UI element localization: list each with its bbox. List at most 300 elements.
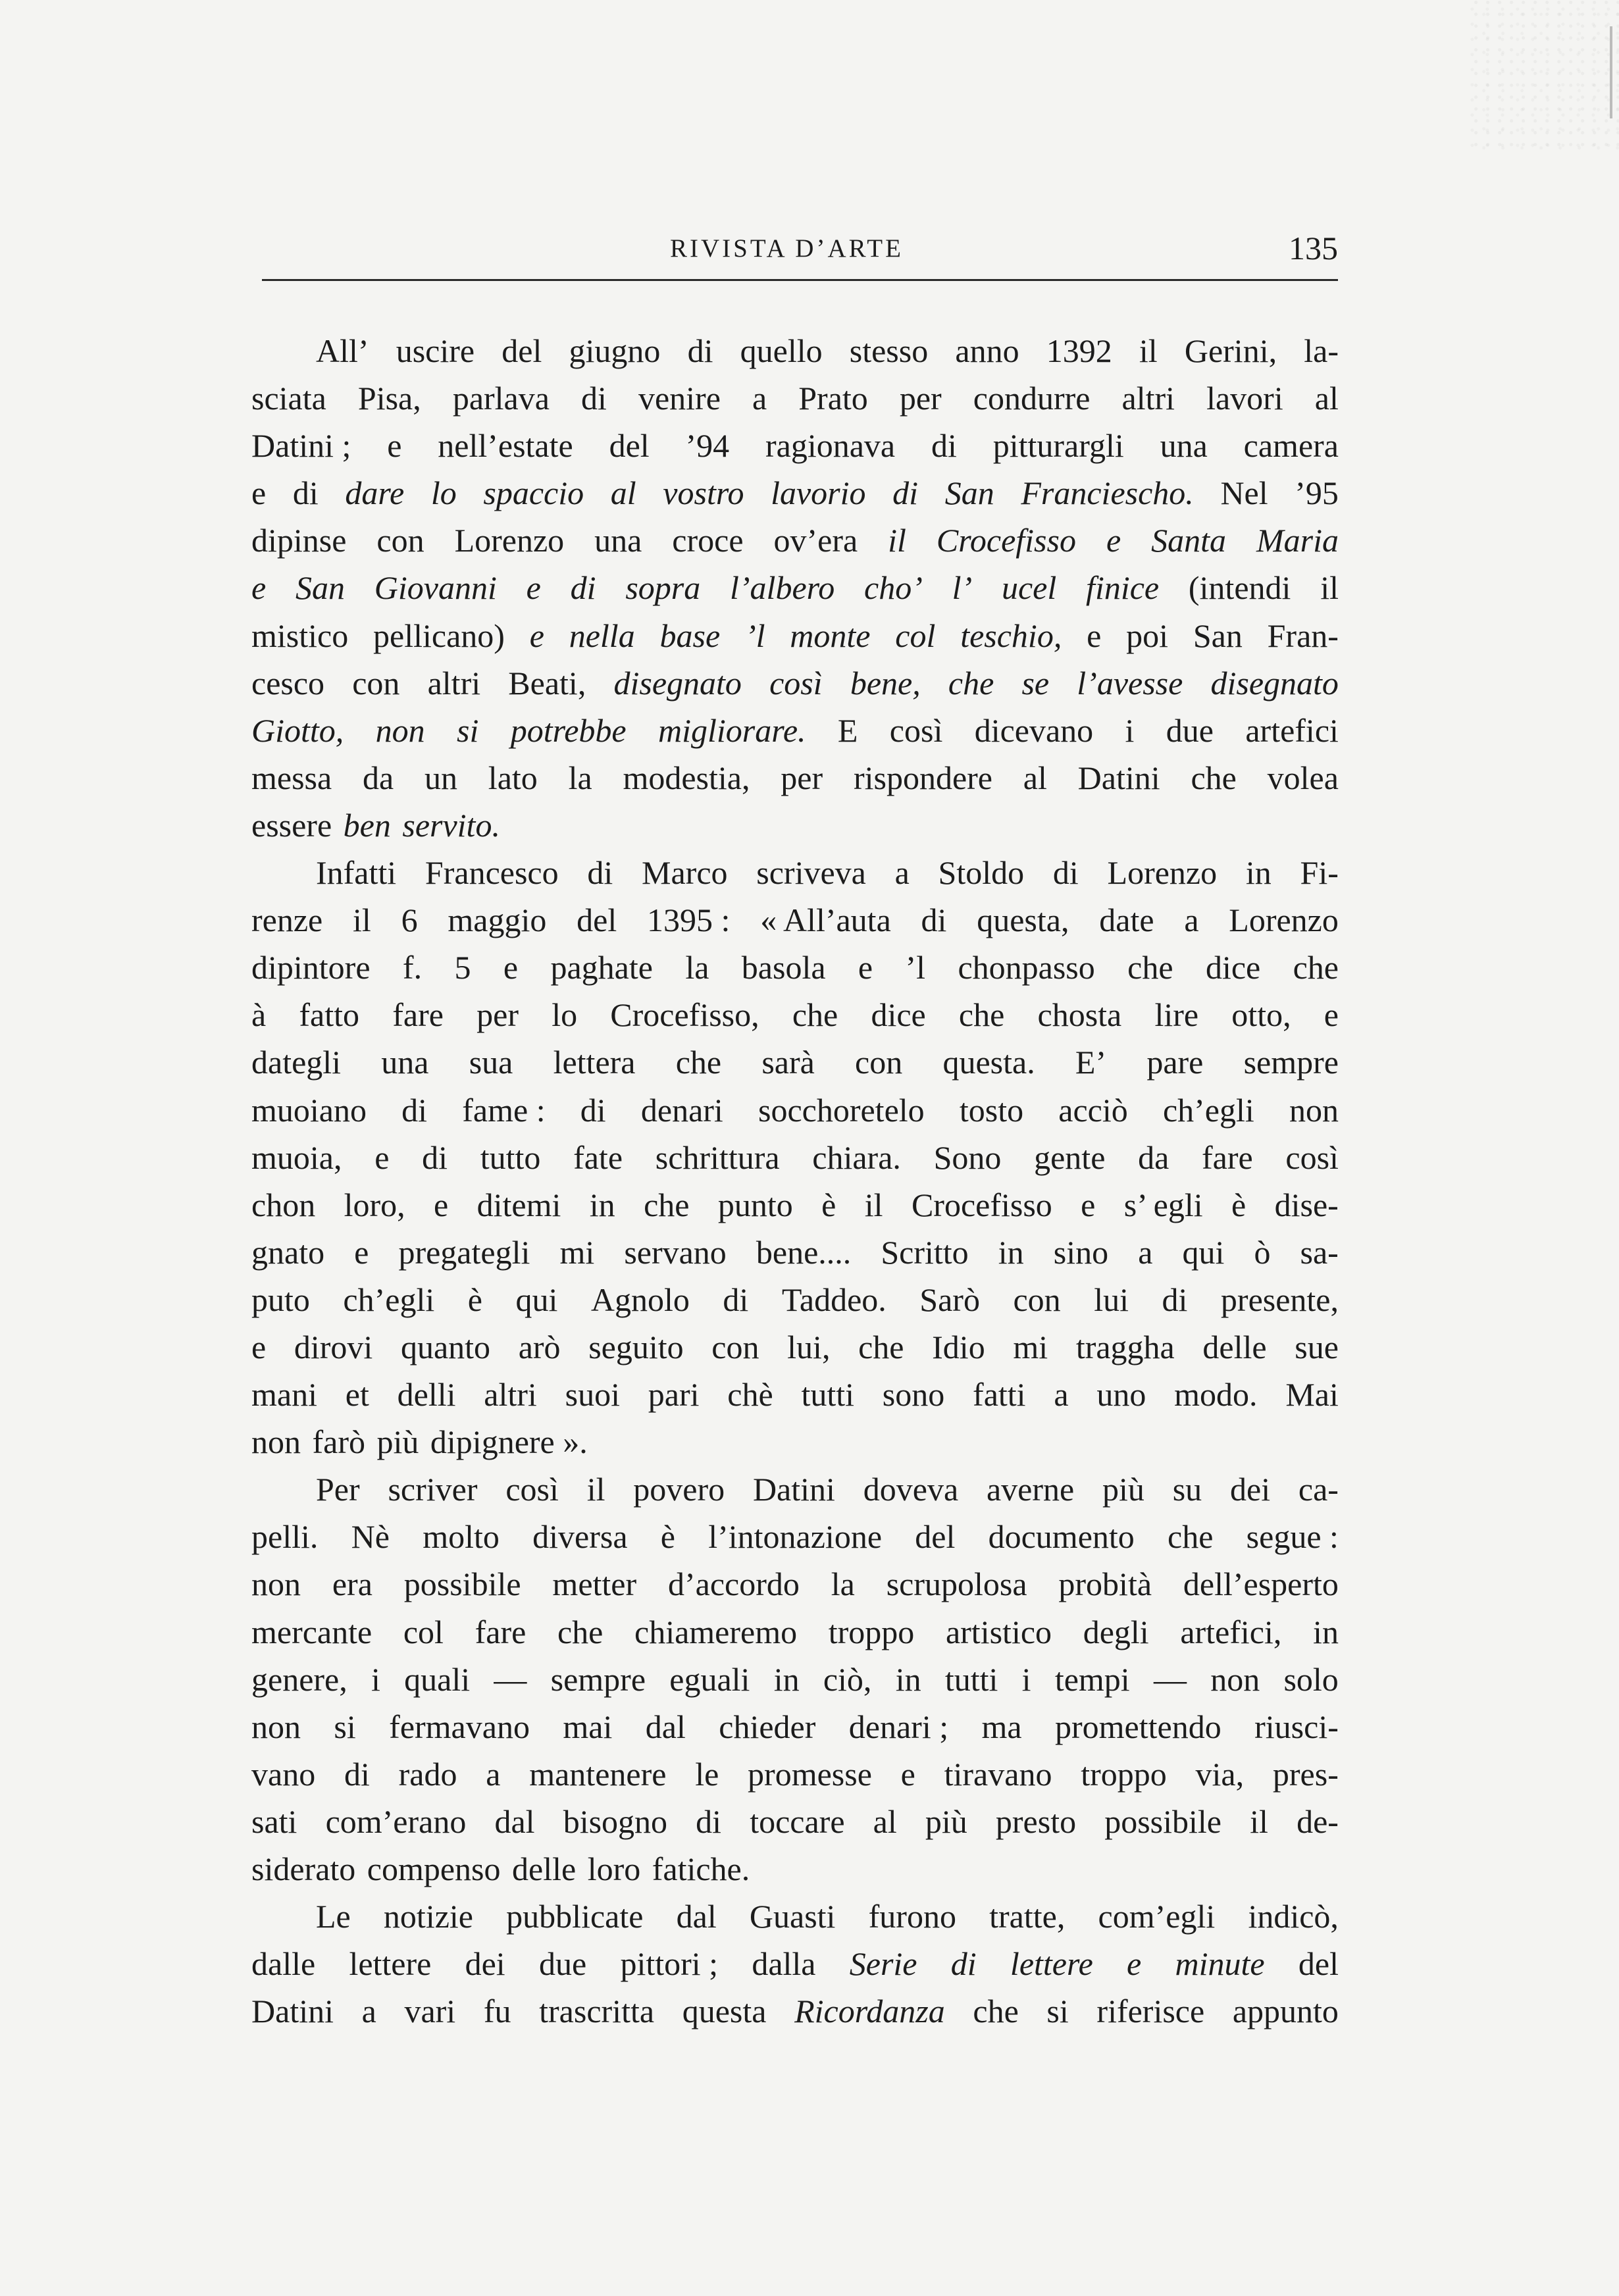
word: tutti — [944, 1660, 998, 1698]
word: Beati, — [508, 664, 586, 702]
word: venire — [638, 380, 721, 417]
word: Crocefisso — [936, 522, 1076, 559]
word: appunto — [1232, 1993, 1339, 2030]
word: base — [659, 617, 721, 654]
word: anno — [955, 332, 1019, 369]
word: metter — [552, 1566, 637, 1603]
word: sua — [469, 1044, 513, 1081]
word: pregategli — [398, 1233, 530, 1271]
word: Per — [316, 1471, 360, 1508]
word: e — [1323, 996, 1339, 1034]
word: delle — [1202, 1328, 1267, 1365]
word: riferisce — [1096, 1993, 1205, 2030]
page-header — [262, 229, 1338, 280]
word: à — [251, 996, 267, 1034]
word: muoia, — [251, 1138, 342, 1176]
text-line — [251, 422, 1339, 469]
word: lui, — [787, 1328, 831, 1365]
word: che — [1191, 759, 1237, 796]
word: notizie — [383, 1898, 473, 1935]
word: e — [1127, 1945, 1142, 1983]
text-line — [251, 1323, 1339, 1371]
word: pres- — [1272, 1755, 1339, 1793]
word: probità — [1058, 1566, 1152, 1603]
word: è — [1231, 1186, 1246, 1223]
word: croce — [672, 522, 744, 559]
text-line — [251, 896, 1339, 944]
word: riusci- — [1254, 1708, 1339, 1745]
word: una — [594, 522, 642, 559]
word: trascritta — [539, 1993, 655, 2030]
word: renze — [251, 902, 323, 939]
text-line — [251, 1229, 1339, 1276]
word: se — [1021, 664, 1050, 702]
word: mani — [251, 1376, 317, 1414]
word: di — [344, 1755, 370, 1793]
word: per — [899, 380, 942, 417]
word: paghate — [550, 949, 653, 986]
word: dice — [871, 996, 926, 1034]
word: di — [723, 1281, 749, 1318]
word: bisogno — [563, 1802, 668, 1840]
word: artefici — [1245, 711, 1339, 749]
word: ben — [343, 806, 391, 844]
word: bene, — [850, 664, 921, 702]
word: Sarò — [919, 1281, 980, 1318]
word: così — [1285, 1138, 1339, 1176]
word: più — [1102, 1471, 1144, 1508]
word: gente — [1034, 1138, 1106, 1176]
word: sono — [882, 1376, 945, 1414]
word: Nel — [1220, 474, 1268, 512]
word: Agnolo — [590, 1281, 690, 1318]
word: uscire — [396, 332, 475, 369]
word: et — [345, 1376, 369, 1414]
word: ca- — [1298, 1471, 1339, 1508]
word: disegnato — [1210, 664, 1339, 702]
word: modo. — [1174, 1376, 1258, 1414]
word: col — [403, 1613, 444, 1650]
word: ditemi — [476, 1186, 561, 1223]
word: che — [1293, 949, 1339, 986]
word: in — [773, 1660, 800, 1698]
word: otto, — [1231, 996, 1291, 1034]
word: il — [1250, 1802, 1268, 1840]
word: a — [1138, 1233, 1153, 1271]
word: socchoretelo — [758, 1091, 925, 1129]
word: tratte, — [989, 1898, 1066, 1935]
text-line — [251, 1845, 1339, 1893]
word: così — [889, 711, 943, 749]
word: non — [251, 1566, 301, 1603]
word: delli — [397, 1376, 456, 1414]
word: con — [352, 664, 400, 702]
word: di — [921, 902, 947, 939]
word: così — [769, 664, 823, 702]
word: sue — [1295, 1328, 1339, 1365]
word: Datini — [1077, 759, 1160, 796]
word: e — [1106, 522, 1121, 559]
word: si — [1046, 1993, 1069, 2030]
word: San — [944, 474, 994, 512]
word: artistico — [945, 1613, 1052, 1650]
word: tosto — [959, 1091, 1024, 1129]
word: che — [858, 1328, 904, 1365]
word: Mai — [1285, 1376, 1339, 1414]
word: con — [1013, 1281, 1061, 1318]
text-line — [251, 1513, 1339, 1560]
word: essere — [251, 806, 332, 844]
word: Taddeo. — [781, 1281, 887, 1318]
text-line — [251, 1940, 1339, 1987]
word: via, — [1195, 1755, 1245, 1793]
word: loro, — [344, 1186, 405, 1223]
word: al — [610, 474, 636, 512]
word: messa — [251, 759, 332, 796]
word: — — [1153, 1660, 1187, 1698]
word: del — [501, 332, 542, 369]
word: ò — [1254, 1233, 1271, 1271]
word: dategli — [251, 1044, 342, 1081]
word: Datini — [251, 1993, 334, 2030]
word: pittori ; — [620, 1945, 719, 1983]
word: tutti — [801, 1376, 855, 1414]
word: servito. — [402, 806, 500, 844]
word: Sono — [933, 1138, 1002, 1176]
word: con — [855, 1044, 903, 1081]
word: dal — [676, 1898, 717, 1935]
word: fatti — [973, 1376, 1026, 1414]
word: che — [948, 664, 994, 702]
word: l’ — [952, 569, 973, 607]
text-line — [251, 1656, 1339, 1703]
word: mantenere — [529, 1755, 667, 1793]
word: che — [958, 996, 1005, 1034]
word: Nè — [351, 1518, 390, 1556]
word: non — [375, 711, 425, 749]
word: lo — [552, 996, 578, 1034]
word: possibile — [1104, 1802, 1222, 1840]
word: fare — [392, 996, 444, 1034]
word: di — [687, 332, 713, 369]
word: pubblicate — [506, 1898, 644, 1935]
word: quali — [404, 1660, 471, 1698]
word: a — [486, 1755, 501, 1793]
word: non — [1289, 1091, 1339, 1129]
word: potrebbe — [510, 711, 627, 749]
word: che — [1127, 949, 1173, 986]
word: lettera — [553, 1044, 636, 1081]
word: ch’egli — [343, 1281, 435, 1318]
word: chè — [727, 1376, 773, 1414]
word: chiameremo — [634, 1613, 798, 1650]
text-line — [251, 1418, 1339, 1466]
word: e — [354, 1233, 369, 1271]
word: di — [292, 474, 319, 512]
word: tiravano — [944, 1755, 1052, 1793]
word: — — [494, 1660, 527, 1698]
word: finice — [1086, 569, 1160, 607]
word: vostro — [663, 474, 744, 512]
word: lire — [1154, 996, 1199, 1034]
word: che — [675, 1044, 722, 1081]
word: San — [295, 569, 345, 607]
text-line — [251, 849, 1339, 896]
word: a — [1054, 1376, 1069, 1414]
word: dare — [345, 474, 405, 512]
word: dise- — [1274, 1186, 1339, 1223]
word: quello — [740, 332, 823, 369]
word: com’egli — [1098, 1898, 1216, 1935]
word: ucel — [1001, 569, 1057, 607]
word: stesso — [849, 332, 929, 369]
word: chonpasso — [958, 949, 1095, 986]
text-line — [251, 1466, 1339, 1513]
word: in — [1245, 854, 1272, 892]
word: seguito — [588, 1328, 684, 1365]
word: compenso — [367, 1850, 501, 1887]
word: in — [589, 1186, 615, 1223]
word: e — [374, 1138, 390, 1176]
word: fatiche. — [652, 1850, 750, 1887]
word: Crocefisso — [911, 1186, 1052, 1223]
word: bene.... — [756, 1233, 852, 1271]
word: Lorenzo — [1107, 854, 1218, 892]
word: modestia, — [623, 759, 750, 796]
word: Gerini, — [1184, 332, 1277, 369]
word: al — [1023, 759, 1047, 796]
word: in — [895, 1660, 921, 1698]
word: di — [422, 1138, 448, 1176]
word: la — [568, 759, 592, 796]
word: su — [1172, 1471, 1202, 1508]
word: e — [858, 949, 873, 986]
word: che — [644, 1186, 690, 1223]
word: condurre — [973, 380, 1091, 417]
word: servano — [624, 1233, 727, 1271]
word: Maria — [1256, 522, 1339, 559]
word: lo — [430, 474, 457, 512]
word: « All’auta — [760, 902, 891, 939]
word: non — [1210, 1660, 1260, 1698]
word: in — [1313, 1613, 1339, 1650]
word: al — [1314, 380, 1339, 417]
word: cho’ — [864, 569, 923, 607]
word: sino — [1053, 1233, 1109, 1271]
word: troppo — [1081, 1755, 1167, 1793]
word: (intendi — [1188, 569, 1291, 607]
word: chieder — [719, 1708, 816, 1745]
word: ragionava — [765, 427, 896, 465]
word: s’ egli — [1123, 1186, 1203, 1223]
word: e — [251, 569, 267, 607]
word: e — [529, 617, 544, 654]
word: che — [1168, 1518, 1214, 1556]
word: più — [376, 1423, 419, 1461]
word: pelli. — [251, 1518, 319, 1556]
word: di — [581, 380, 607, 417]
word: fermavano — [389, 1708, 530, 1745]
word: sati — [251, 1802, 297, 1840]
word: e — [1081, 1186, 1096, 1223]
word: lettere — [349, 1945, 432, 1983]
word: camera — [1243, 427, 1339, 465]
word: lato — [488, 759, 538, 796]
word: da — [1138, 1138, 1169, 1176]
word: scrupolosa — [886, 1566, 1027, 1603]
text-line — [251, 802, 1339, 849]
word: questa — [682, 1993, 767, 2030]
word: e — [503, 949, 519, 986]
word: altri — [1121, 380, 1175, 417]
word: promettendo — [1055, 1708, 1221, 1745]
word: di — [401, 1091, 428, 1129]
word: denari — [640, 1091, 723, 1129]
text-line — [251, 374, 1339, 422]
word: basola — [741, 949, 826, 986]
word: schrittura — [655, 1138, 780, 1176]
word: sopra — [625, 569, 701, 607]
text-line — [251, 1134, 1339, 1181]
word: E’ — [1075, 1044, 1107, 1081]
word: con — [711, 1328, 759, 1365]
word: i — [1021, 1660, 1031, 1698]
text-line — [251, 1086, 1339, 1134]
word: eguali — [669, 1660, 750, 1698]
word: doveva — [863, 1471, 959, 1508]
word: e — [434, 1186, 449, 1223]
word: di — [1162, 1281, 1188, 1318]
word: Fran- — [1267, 617, 1339, 654]
word: mi — [559, 1233, 595, 1271]
word: con — [376, 522, 424, 559]
word: minute — [1175, 1945, 1265, 1983]
word: il — [888, 522, 906, 559]
word: dice — [1205, 949, 1261, 986]
word: povero — [633, 1471, 725, 1508]
word: artefici, — [1180, 1613, 1282, 1650]
word: documento — [988, 1518, 1135, 1556]
word: com’erano — [325, 1802, 467, 1840]
word: le — [695, 1755, 719, 1793]
word: scriver — [388, 1471, 478, 1508]
word: Pisa, — [357, 380, 421, 417]
word: presente, — [1220, 1281, 1339, 1318]
word: segue : — [1246, 1518, 1339, 1556]
word: e — [1087, 617, 1102, 654]
word: promesse — [748, 1755, 872, 1793]
word: per — [781, 759, 823, 796]
word: genere, — [251, 1660, 347, 1698]
word: furono — [868, 1898, 956, 1935]
word: altri — [484, 1376, 537, 1414]
word: sarà — [761, 1044, 815, 1081]
word: fatto — [299, 996, 360, 1034]
word: l’avesse — [1077, 664, 1183, 702]
text-line — [251, 564, 1339, 611]
word: lavorio — [771, 474, 866, 512]
word: Crocefisso, — [610, 996, 759, 1034]
word: solo — [1283, 1660, 1339, 1698]
word: di — [580, 1091, 606, 1129]
word: E — [837, 711, 858, 749]
word: ’l — [744, 617, 765, 654]
word: una — [381, 1044, 429, 1081]
word: Le — [316, 1898, 351, 1935]
text-line — [251, 754, 1339, 802]
word: ’94 — [685, 427, 730, 465]
word: qui — [1182, 1233, 1225, 1271]
word: dal — [494, 1802, 535, 1840]
word: il — [864, 1186, 883, 1223]
word: fare — [1202, 1138, 1253, 1176]
text-line — [251, 1371, 1339, 1418]
word: dalla — [752, 1945, 816, 1983]
text-line — [251, 1038, 1339, 1086]
word: date — [1099, 902, 1154, 939]
word: puto — [251, 1281, 310, 1318]
text-line — [251, 944, 1339, 991]
word: nella — [569, 617, 635, 654]
word: lui — [1094, 1281, 1129, 1318]
word: sempre — [550, 1660, 646, 1698]
text-line — [251, 517, 1339, 564]
word: a — [1184, 902, 1199, 939]
word: a — [361, 1993, 376, 2030]
word: a — [752, 380, 767, 417]
word: tutto — [480, 1138, 541, 1176]
word: del — [915, 1518, 956, 1556]
word: e — [526, 569, 541, 607]
word: rado — [398, 1755, 457, 1793]
word: lavori — [1206, 380, 1283, 417]
word: Stoldo — [938, 854, 1025, 892]
text-line — [251, 1750, 1339, 1798]
word: punto — [717, 1186, 793, 1223]
word: gnato — [251, 1233, 325, 1271]
word: monte — [790, 617, 871, 654]
word: Guasti — [749, 1898, 836, 1935]
word: sa- — [1300, 1233, 1339, 1271]
word: Datini — [752, 1471, 835, 1508]
word: de- — [1297, 1802, 1339, 1840]
word: di — [587, 854, 613, 892]
word: che — [557, 1613, 604, 1650]
word: del — [577, 902, 617, 939]
word: da — [363, 759, 394, 796]
text-line — [251, 469, 1339, 517]
text-line — [251, 327, 1339, 374]
word: ’95 — [1295, 474, 1339, 512]
text-line — [251, 1276, 1339, 1323]
word: mercante — [251, 1613, 373, 1650]
word: Lorenzo — [1229, 902, 1339, 939]
word: rispondere — [853, 759, 992, 796]
word: due — [538, 1945, 587, 1983]
word: la — [685, 949, 709, 986]
word: traggha — [1075, 1328, 1175, 1365]
word: qui — [515, 1281, 558, 1318]
word: e — [900, 1755, 915, 1793]
word: arò — [518, 1328, 561, 1365]
word: altri — [427, 664, 481, 702]
text-line — [251, 659, 1339, 707]
scan-noise — [1468, 0, 1619, 151]
word: quanto — [400, 1328, 491, 1365]
word: indicò, — [1248, 1898, 1339, 1935]
word: a — [894, 854, 910, 892]
word: di — [931, 427, 957, 465]
